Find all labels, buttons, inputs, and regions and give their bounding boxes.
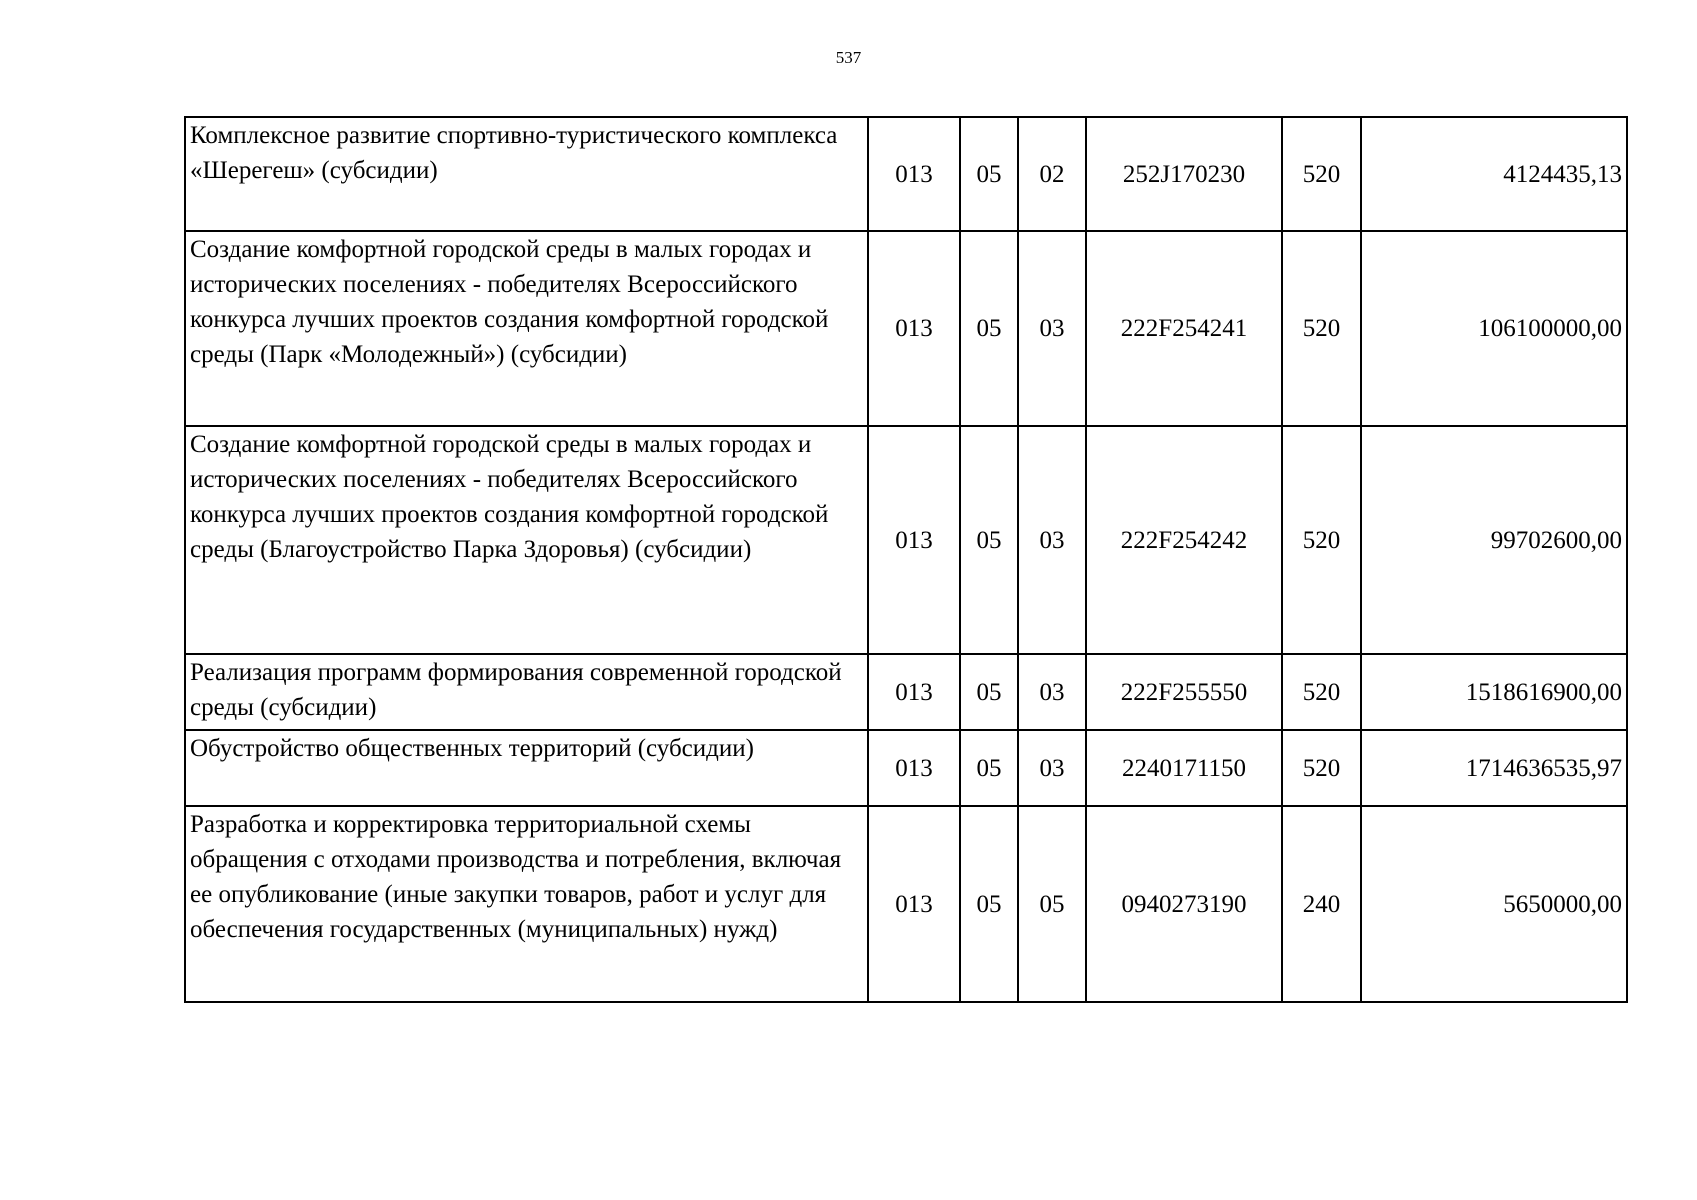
target-article-code: 2240171150	[1086, 730, 1282, 806]
expense-name: Разработка и корректировка территориальной схемы обращения с отходами производства и потребления, включая ее опубликование (иные закупки товаров, работ и услуг для обеспечения государственных (муниципальных) нужд)	[185, 806, 868, 1002]
expense-name: Создание комфортной городской среды в малых городах и исторических поселениях - победителях Всероссийского конкурса лучших проектов создания комфортной городской среды (Парк «Молодежный») (субсидии)	[185, 231, 868, 426]
section-code: 05	[960, 231, 1018, 426]
table-row	[185, 806, 1627, 1002]
subsection-code: 03	[1018, 730, 1086, 806]
target-article-code: 222F254242	[1086, 426, 1282, 654]
budget-table	[184, 116, 1628, 1003]
ministry-code: 013	[868, 806, 960, 1002]
subsection-code: 02	[1018, 117, 1086, 231]
table-row	[185, 117, 1627, 231]
ministry-code: 013	[868, 231, 960, 426]
expense-type-code: 520	[1282, 654, 1361, 730]
section-code: 05	[960, 426, 1018, 654]
expense-name: Реализация программ формирования современной городской среды (субсидии)	[185, 654, 868, 730]
target-article-code: 222F255550	[1086, 654, 1282, 730]
expense-name: Создание комфортной городской среды в малых городах и исторических поселениях - победителях Всероссийского конкурса лучших проектов создания комфортной городской среды (Благоустройство Парка Здоровья) (субсидии)	[185, 426, 868, 654]
subsection-code: 03	[1018, 654, 1086, 730]
table-row	[185, 730, 1627, 806]
expense-name: Комплексное развитие спортивно-туристического комплекса «Шерегеш» (субсидии)	[185, 117, 868, 231]
ministry-code: 013	[868, 426, 960, 654]
amount: 4124435,13	[1361, 117, 1627, 231]
ministry-code: 013	[868, 654, 960, 730]
section-code: 05	[960, 730, 1018, 806]
table-row	[185, 231, 1627, 426]
target-article-code: 0940273190	[1086, 806, 1282, 1002]
subsection-code: 05	[1018, 806, 1086, 1002]
target-article-code: 252J170230	[1086, 117, 1282, 231]
section-code: 05	[960, 806, 1018, 1002]
expense-type-code: 520	[1282, 231, 1361, 426]
table-row	[185, 654, 1627, 730]
amount: 5650000,00	[1361, 806, 1627, 1002]
ministry-code: 013	[868, 730, 960, 806]
amount: 1518616900,00	[1361, 654, 1627, 730]
ministry-code: 013	[868, 117, 960, 231]
expense-type-code: 520	[1282, 117, 1361, 231]
table-row	[185, 426, 1627, 654]
amount: 99702600,00	[1361, 426, 1627, 654]
subsection-code: 03	[1018, 426, 1086, 654]
target-article-code: 222F254241	[1086, 231, 1282, 426]
section-code: 05	[960, 117, 1018, 231]
expense-type-code: 240	[1282, 806, 1361, 1002]
expense-type-code: 520	[1282, 730, 1361, 806]
expense-type-code: 520	[1282, 426, 1361, 654]
section-code: 05	[960, 654, 1018, 730]
amount: 1714636535,97	[1361, 730, 1627, 806]
subsection-code: 03	[1018, 231, 1086, 426]
page-number: 537	[835, 48, 862, 67]
expense-name: Обустройство общественных территорий (субсидии)	[185, 730, 868, 806]
amount: 106100000,00	[1361, 231, 1627, 426]
